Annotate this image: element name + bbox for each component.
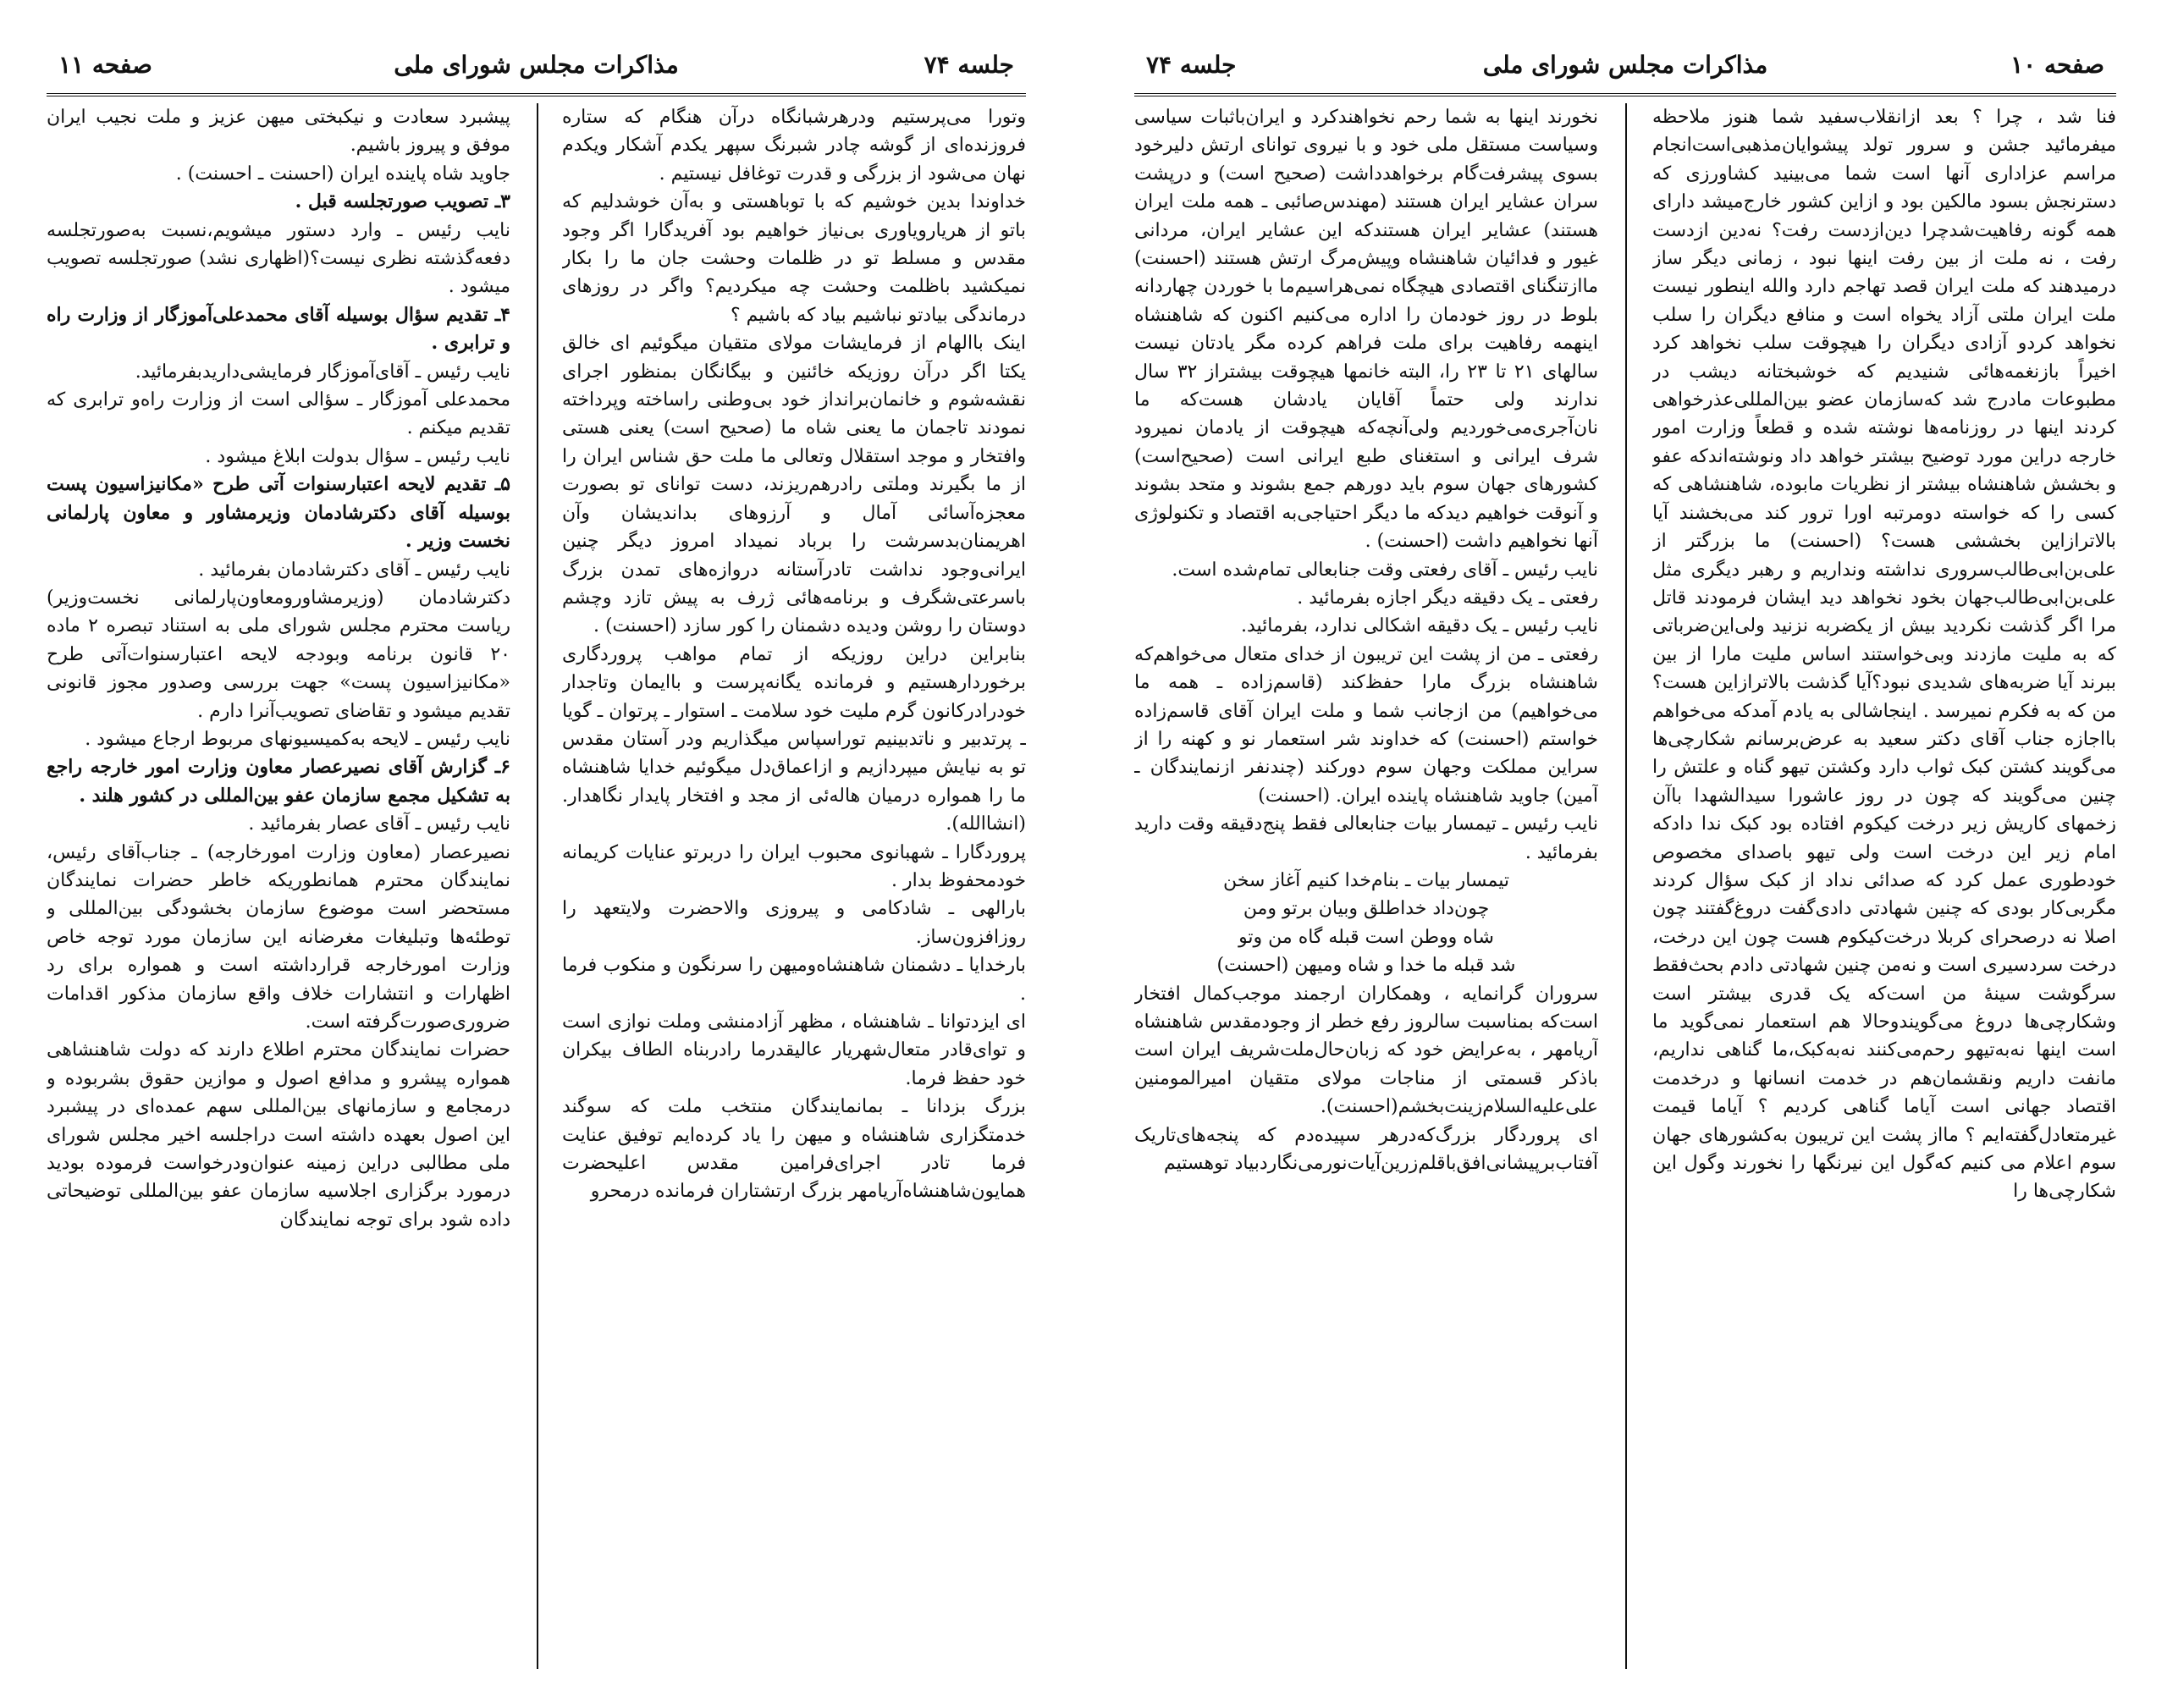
verse-line: شد قبله ما خدا و شاه ومیهن (احسنت) [1216,955,1516,977]
paragraph: ای پروردگار بزرگ‌که‌درهر سپیده‌دم که پنجه‌های‌تاریک آفتاب‌برپیشانی‌افق‌باقلم‌زرین‌آیات‌نورمی‌نگارد‌بیاد توهستیم [1134,1124,1598,1175]
right-page-number: صفحه ۱۰ [2010,51,2104,79]
right-page-left-column [1134,103,1598,1678]
paragraph: بزرگ بزدانا ـ بمانمایندگان منتخب ملت که سوگند خدمتگزاری شاهنشاه و میهن را یاد کرده‌ایم توفیق عنایت فرما تادر اجرای‌فرامین مقدس اعلیحضرت همایون‌شاهنشاه‌آریامهر بزرگ ارتشتاران فرمانده درمحرو [562,1096,1026,1203]
verse-line: شاه ووطن است قبله گاه من وتو [1238,926,1494,948]
paragraph: بارالهی ـ شادکامی و پیروزی والاحضرت ولایتعهد را روزافزون‌ساز. [562,898,1026,948]
paragraph: نایب رئیس ـ تیمسار بیات جنابعالی فقط پنج‌دقیقه وقت دارید بفرمائید . [1134,813,1598,863]
paragraph: سروران گرانمایه ، وهمکاران ارجمند موجب‌کمال افتخار است‌که بمناسبت سالروز رفع خطر از وجودمقدس شاهنشاه آریامهر ، به‌عرایض خود که زبان‌حال‌ملت‌شریف ایران است باذکر قسمتی از مناجات مولای متقیان امیرالمومنین علی‌علیه‌السلام‌زینت‌بخشم(احسنت). [1134,983,1598,1118]
paragraph: نایب رئیس ـ سؤال بدولت ابلاغ میشود . [205,445,510,467]
section-heading: ۶ـ گزارش آقای نصیرعصار معاون وزارت امور خارجه راجع به تشکیل مجمع سازمان عفو بین‌المللی در کشور هلند . [47,756,510,807]
paragraph: پیشبرد سعادت و نیکبختی میهن عزیز و ملت نجیب ایران موفق و پیروز باشیم. [47,107,510,157]
paragraph: وتورا می‌پرستیم ودرهرشبانگاه درآن هنگام که ستاره فروزنده‌ای از گوشه چادر شبرنگ سپهر یکدم آشکار ویکدم نهان می‌شود از بزرگی و قدرت توغافل نیستیم . [562,107,1026,185]
left-page-number: صفحه ۱۱ [58,51,152,79]
left-page-session: جلسه ۷۴ [924,51,1014,79]
paragraph: دکترشادمان (وزیرمشاورومعاون‌پارلمانی نخست‌وزیر) ریاست محترم مجلس شورای ملی به استناد تبصره ۲ ماده ۲۰ قانون برنامه وبودجه لایحه اعتبارسنوات‌آتی طرح «مکانیزاسیون پست» جهت بررسی وصدور مجوز قانونی تقدیم میشود و تقاضای تصویب‌آنرا دارم . [47,587,510,722]
right-page-header [1134,44,2116,96]
paragraph: رفعتی ـ من از پشت این تریبون از خدای متعال می‌خواهم‌که شاهنشاه بزرگ مارا حفظ‌کند (قاسم‌زاده ـ همه ما می‌خواهیم) من ازجانب شما و ملت ایران آقای قاسم‌زاده خواستم (احسنت) که خداوند شر استعمار نو و کهنه را از سراین مملکت وجهان سوم دورکند (چندنفر ازنمایندگان ـ آمین) جاوید شاهنشاه پاینده ایران. (احسنت) [1134,643,1598,807]
right-page-title: مذاکرات مجلس شورای ملی [1482,51,1768,79]
paragraph: خداوندا بدین خوشیم که با توباهستی و به‌آن خوشدلیم که باتو از هریارویاوری بی‌نیاز خواهیم بود آفریدگارا اگر وجود مقدس و مسلط تو در ظلمات وحشت جان ما را بکار نمیکشید باظلمت وحشت چه میکردیم؟ واگر در روزهای درماندگی بیادتو نباشیم بیاد که باشیم ؟ [562,191,1026,326]
verse-line: تیمسار بیات ـ بنام‌خدا کنیم آغاز سخن [1222,869,1510,891]
left-page [47,44,1026,1678]
paragraph: نایب رئیس ـ لایحه به‌کمیسیونهای مربوط ارجاع میشود . [85,728,510,750]
paragraph: نایب رئیس ـ وارد دستور میشویم،نسبت به‌صورتجلسه دفعه‌گذشته نظری نیست؟(اظهاری نشد) صورتجلسه تصویب میشود . [47,219,510,298]
paragraph: نایب رئیس ـ یک دقیقه اشکالی ندارد، بفرمائید. [1241,615,1598,637]
section-heading: ۳ـ تصویب صورتجلسه قبل . [295,190,510,213]
paragraph: نایب رئیس ـ آقای دکترشادمان بفرمائید . [198,559,510,581]
paragraph: بنابراین دراین روزیکه از تمام مواهب پروردگاری برخوردارهستیم و فرمانده یگانه‌پرست و باایمان وتاجدار خودرادرکانون گرم ملیت خود سلامت ـ استوار ـ پرتوان ـ گویا ـ پرتدبیر و ناتدبینیم توراسپاس میگذاریم ودر آستان مقدس تو به نیایش میپردازیم و ازاعماق‌دل میگوئیم خدایا شاهنشاه ما را همواره درمیان هاله‌ئی از مجد و افتخار پایدار نگاهدار. (انشاالله). [562,643,1026,835]
paragraph: نصیرعصار (معاون وزارت امورخارجه) ـ جناب‌آقای رئیس، نمایندگان محترم همانطوریکه خاطر حضرات نمایندگان مستحضر است موضوع سازمان بخشودگی بین‌المللی و توطئه‌ها وتبلیغات مغرضانه این سازمان مورد توجه خاص وزارت امورخارجه قرارداشته است و همواره برای رد اظهارات و انتشارات خلاف واقع سازمان مذکور اقدامات ضروری‌صورت‌گرفته است. [47,841,510,1033]
paragraph: فنا شد ، چرا ؟ بعد ازانقلاب‌سفید شما هنوز ملاحظه میفرمائید جشن و سرور تولد پیشوایان‌مذهبی‌است‌انجام مراسم عزاداری آنها است شما می‌بینید کشاورزی که دسترنجش بسود مالکین بود و ازاین کشور خارج‌میشد دارای همه گونه رفاهیت‌شدچرا دین‌ازدست رفت؟ نه‌دین ازدست رفت ، نه ملت از بین رفت اینها نبود ، زمانی دیگر ساز درمیدهند که ملت ایران قصد تهاجم دارد والله اینطور نیست ملت ایران ملتی آزاد یخواه است و منافع دیگران را سلب نخواهد کردو آزادی دیگران را هیچوقت سلب نخواهد کرد اخیراً بازنغمه‌هائی شنیدیم که خوشبختانه دیشب در مطبوعات مادرج شد که‌سازمان عضو بین‌المللی‌عذرخواهی کردند اینها در روزنامه‌ها نوشته شده و قطعاً وزارت امور خارجه دراین مورد توضیح بیشتر خواهد داد ونوشته‌اندکه عفو و بخشش شاهنشاه بیشتر از نظریات مابوده، شاهنشاهی که کسی را که خواسته دومرتبه اورا ترور کند می‌بخشند آیا بالاترازاین بخششی هست؟ (احسنت) ما بزرگتر از علی‌بن‌ابی‌طالب‌سروری نداشته ونداریم و رهبر دیگری مثل علی‌بن‌ابی‌طالب‌جهان بخود نخواهد دید ایشان فرمودند قاتل مرا اگر گذشت نکردید بیش از یکضربه نزنید ولی‌این‌ضرباتی که به ملیت مازدند وبی‌خواستند اساس ملیت مارا از بین ببرند آیا ضربه‌های شدیدی نبود؟آیا گذشت بالاترازاین هست؟ من که به فکرم نمیرسد . اینجاشالی به یادم آمدکه می‌خواهم بااجازه جناب آقای دکتر سعید به عرض‌برسانم شکارچی‌ها می‌گویند کشتن کبک ثواب دارد وکشتن تیهو گناه و علتش را چنین می‌گویند که چون در روز عاشورا سیدالشهدا باآن زخمهای کاریش زیر درخت کیکوم افتاده بود کبک ندا دادکه امام زیر این درخت است ولی تیهو باصدای مخصوص خودطوری عمل کرد که صدائی نداد از کبک سؤال کردند مگربی‌کار بودی که چنین شهادتی دادی‌گفت دروغ‌گفتند چون اصلا نه درصحرای کربلا درخت‌کیکوم هست چون این درخت، درخت سردسیری است و نه‌من چنین شهادتی دادم بحث‌فقط سرگوشت سینهٔ من است‌که یک قدری بیشتر است وشکارچی‌ها دروغ می‌گویندوحالا هم استعمار نمی‌گوید ما است اینها نه‌به‌تیهو رحم‌می‌کنند نه‌به‌کبک،ما گناهی نداریم، مانفت داریم ونقشمان‌هم در خدمت انسانها و درخدمت اقتصاد جهانی است آیاما گناهی کردیم ؟ آیاما قیمت غیرمتعادل‌گفته‌ایم ؟ مااز پشت این تریبون به‌کشورهای جهان سوم اعلام می کنیم که‌گول این نیرنگها را نخورند وگول این شکارچی‌ها را [1652,107,2116,1203]
left-page-header [47,44,1026,96]
column-divider [537,103,538,1669]
column-divider [1625,103,1627,1669]
left-page-title: مذاکرات مجلس شورای ملی [394,51,679,79]
paragraph: حضرات نمایندگان محترم اطلاع دارند که دولت شاهنشاهی همواره پیشرو و مدافع اصول و موازین حقوق بشربوده و درمجامع و سازمانهای بین‌المللی سهم عمده‌ای در پیشبرد این اصول بعهده داشته است دراجلسه اخیر مجلس شورای ملی مطالبی دراین زمینه عنوان‌ودرخواست فرموده بودید درمورد برگزاری اجلاسیه سازمان عفو بین‌المللی توضیحاتی داده شود برای توجه نمایندگان [47,1039,510,1231]
section-heading: ۴ـ تقدیم سؤال بوسیله آقای محمدعلی‌آموزگار از وزارت راه و ترابری . [47,303,510,355]
paragraph: نایب رئیس ـ آقای‌آموزگار فرمایشی‌داریدبفرمائید. [135,361,510,383]
left-page-right-column [562,103,1026,1678]
paragraph: نخورند اینها به شما رحم نخواهندکرد و ایران‌باثبات سیاسی وسیاست مستقل ملی خود و با نیروی توانای ارتش دلیرخود بسوی پیشرفت‌گام برخواهدداشت (صحیح است) و درپشت سران عشایر ایران هستند (مهندس‌صائبی ـ همه ملت ایران هستند) عشایر ایران هستندکه این عشایر ایران، مردانی غیور و فدائیان شاهنشاه وپیش‌مرگ ارتش هستند (احسنت) ماازتنگنای اقتصادی هیچگاه نمی‌هراسیم‌ما با خوردن چهاردانه بلوط در روز خودمان را اداره می‌کنیم اکنون که شاهنشاه اینهمه رفاهیت برای ملت فراهم کرده مگر یادتان نیست سالهای ۲۱ تا ۲۳ را، البته خانمها هیچوقت بیشتراز ۳۲ سال ندارند ولی حتماً آقایان یادشان هست‌که ما نان‌آجری‌می‌خوردیم ولی‌آنچه‌که هیچوقت از یادمان نمیرود شرف ایرانی و استغنای طبع ایرانی است (صحیح‌است) کشورهای جهان سوم باید دورهم جمع بشوند و متحد بشوند و آنوقت خواهیم دیدکه ما دیگر احتیاجی‌به اقتصاد و تکنولوژی آنها نخواهیم داشت (احسنت) . [1134,107,1598,553]
verse-line: چون‌داد خداطلق وبیان برتو ومن [1243,898,1490,920]
paragraph: ای ایزدتوانا ـ شاهنشاه ، مظهر آزادمنشی وملت نوازی است و توای‌قادر متعال‌شهریار عالیقدرما رادربناه الطاف بیکران خود حفظ فرما. [562,1011,1026,1089]
paragraph: پروردگارا ـ شهبانوی محبوب ایران را دربرتو عنایات کریمانه خودمحفوظ بدار . [562,841,1026,891]
right-page-right-column [1652,103,2116,1678]
paragraph: رفعتی ـ یک دقیقه دیگر اجازه بفرمائید . [1297,587,1598,609]
paragraph: نایب رئیس ـ آقای عصار بفرمائید . [248,813,510,835]
right-page-session: جلسه ۷۴ [1146,51,1237,79]
paragraph: محمدعلی آموزگار ـ سؤالی است از وزارت راه‌و ترابری که تقدیم میکنم . [47,389,510,439]
paragraph: جاوید شاه پاینده ایران (احسنت ـ احسنت) . [175,163,510,185]
paragraph: بارخدایا ـ دشمنان شاهنشاه‌ومیهن را سرنگون و منکوب فرما . [562,955,1026,1005]
paragraph: اینک باالهام از فرمایشات مولای متقیان میگوئیم ای خالق یکتا اگر درآن روزیکه خائنین و بیگانگان بمنظور اجرای نقشه‌شوم و خانمان‌برانداز خود بی‌وطنی راساخته وپرداخته نمودند تاجمان ما یعنی شاه ما (صحیح است) یعنی هستی وافتخار و موجد استقلال وتعالی ما ملت حق شناس ایران را از ما بگیرند وملتی رادرهم‌ریزند، دست توانای تو بصورت معجزه‌آسائی آمال و آرزوهای بداندیشان وآن اهریمنان‌بدسرشت را برباد نمیداد امروز دیگر چنین ایرانی‌وجود نداشت تادرآستانه دروازه‌های تمدن بزرگ باسرعتی‌شگرف و برنامه‌هائی ژرف به پیش تازد وچشم دوستان را روشن ودیده دشمنان را کور سازد (احسنت) . [562,333,1026,637]
right-page [1134,44,2116,1678]
section-heading: ۵ـ تقدیم لایحه اعتبارسنوات آتی طرح «مکانیزاسیون پست بوسیله آقای دکترشادمان وزیرمشاور و معاون پارلمانی نخست وزیر . [47,473,510,553]
left-page-left-column [47,103,510,1678]
paragraph: نایب رئیس ـ آقای رفعتی وقت جنابعالی تمام‌شده است. [1172,559,1598,581]
